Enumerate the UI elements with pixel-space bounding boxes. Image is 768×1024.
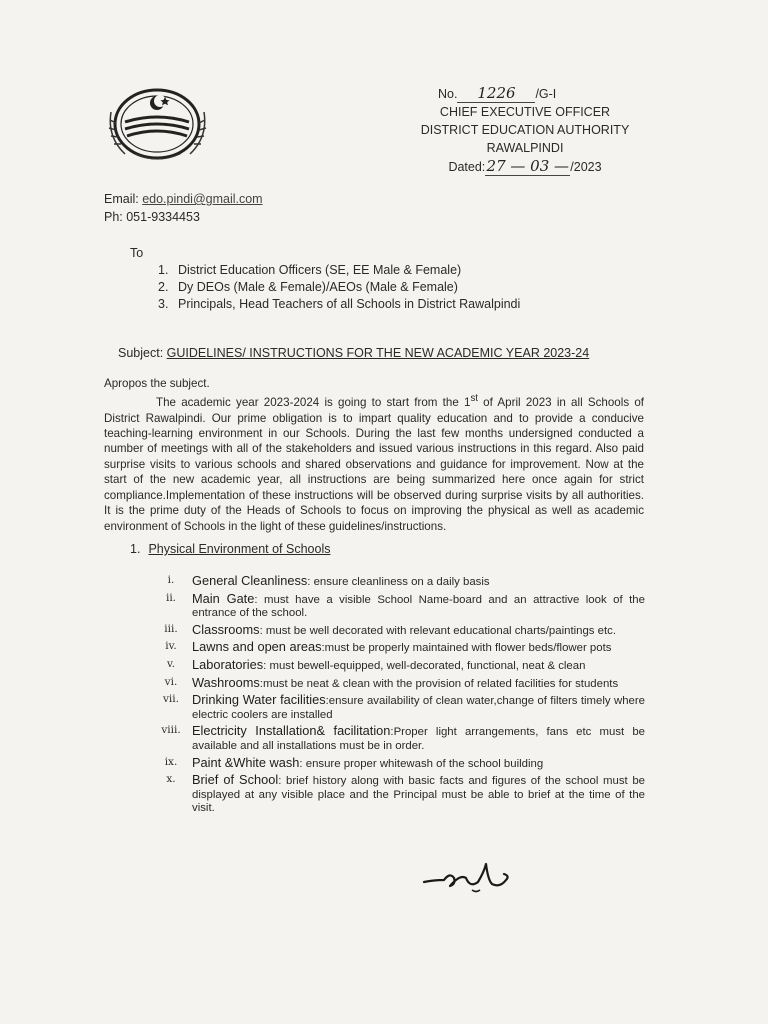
phone-number: Ph: 051-9334453 — [104, 210, 200, 224]
dated-row — [420, 157, 630, 176]
city-name: RAWALPINDI — [486, 141, 564, 155]
list-item: vi. Washrooms:must be neat & clean with the provision of related facilities for students — [164, 674, 619, 690]
list-item: ix. Paint &White wash: ensure proper whitewash of the school building — [164, 754, 544, 770]
list-item: 2. Dy DEOs (Male & Female)/AEOs (Male & Female) — [158, 280, 458, 294]
intro-body: The academic year 2023-2024 is going to start from the 1st of April 2023 in all Schools of District Rawalpindi. Our prime obligation is to impart quality education and to provide a conducive teaching-learning environment in our Schools. During the last few months undersigned conducted a number of meetings with all of the stakeholders and issued various instructions in this regard. Also paid surprise visits to various schools and shared observations and guidance for improvement. Now at the start of the new academic year, all instructions are being summarized here once again for strict compliance.Implementation of these instructions will be observed during surprise visits by all authorities. It is the prime duty of the Heads of Schools to focus on improving the physical as well as academic environment of Schools in the light of these guidelines/instructions. — [104, 393, 644, 533]
authority-name: DISTRICT EDUCATION AUTHORITY — [420, 123, 630, 137]
letter-number-value: 1226 — [457, 84, 535, 103]
intro-paragraph — [104, 376, 644, 534]
dated-suffix: /2023 — [570, 160, 602, 174]
letter-number-label: No. — [438, 87, 458, 101]
contact-info — [104, 190, 263, 226]
section-number: 1. — [130, 542, 141, 556]
list-item: 3. Principals, Head Teachers of all Schools in District Rawalpindi — [158, 297, 521, 311]
list-item: i. General Cleanliness: ensure cleanliness on a daily basis — [167, 573, 490, 588]
signature-mark — [420, 860, 530, 900]
list-item: viii. Electricity Installation& facilitation:Proper light arrangements, fans etc must be available and all installations must be in order. — [161, 723, 645, 752]
list-item: vii. Drinking Water facilities:ensure availability of clean water,change of filters timely where electric coolers are installed — [163, 692, 645, 721]
to-label: To — [130, 246, 144, 260]
apropos-line: Apropos the subject. — [104, 377, 210, 390]
email-link[interactable]: edo.pindi@gmail.com — [142, 192, 263, 206]
subject-label: Subject: — [118, 346, 167, 360]
email-row — [104, 190, 263, 208]
dated-value: 27 — 03 — — [486, 157, 570, 175]
list-item: iii. Classrooms: must be well decorated with relevant educational charts/paintings etc. — [164, 621, 617, 637]
section-heading — [130, 542, 330, 556]
list-item: 1. District Education Officers (SE, EE Male & Female) — [158, 263, 462, 277]
recipient-list — [158, 262, 520, 313]
subject-line — [118, 346, 589, 360]
section-title: Physical Environment of Schools — [148, 542, 331, 556]
dated-label: Dated: — [448, 160, 486, 174]
letter-number-row — [420, 84, 630, 103]
instruction-list — [150, 574, 645, 818]
email-label: Email: — [104, 192, 143, 206]
government-emblem-logo — [105, 82, 210, 167]
subject-title: GUIDELINES/ INSTRUCTIONS FOR THE NEW ACADEMIC YEAR 2023-24 — [166, 346, 590, 360]
office-title: CHIEF EXECUTIVE OFFICER — [439, 105, 611, 119]
list-item: ii. Main Gate: must have a visible School Name-board and an attractive look of the entrance of the school. — [165, 590, 645, 620]
list-item: iv. Lawns and open areas:must be properly maintained with flower beds/flower pots — [165, 639, 612, 655]
list-item: v. Laboratories: must bewell-equipped, well-decorated, functional, neat & clean — [166, 656, 586, 672]
office-header — [420, 84, 630, 176]
letter-number-suffix: /G-I — [535, 87, 557, 101]
list-item: x. Brief of School: brief history along with basic facts and figures of the school must be displayed at any visible place and the Principal must be able to brief at the time of the visit. — [166, 772, 645, 815]
